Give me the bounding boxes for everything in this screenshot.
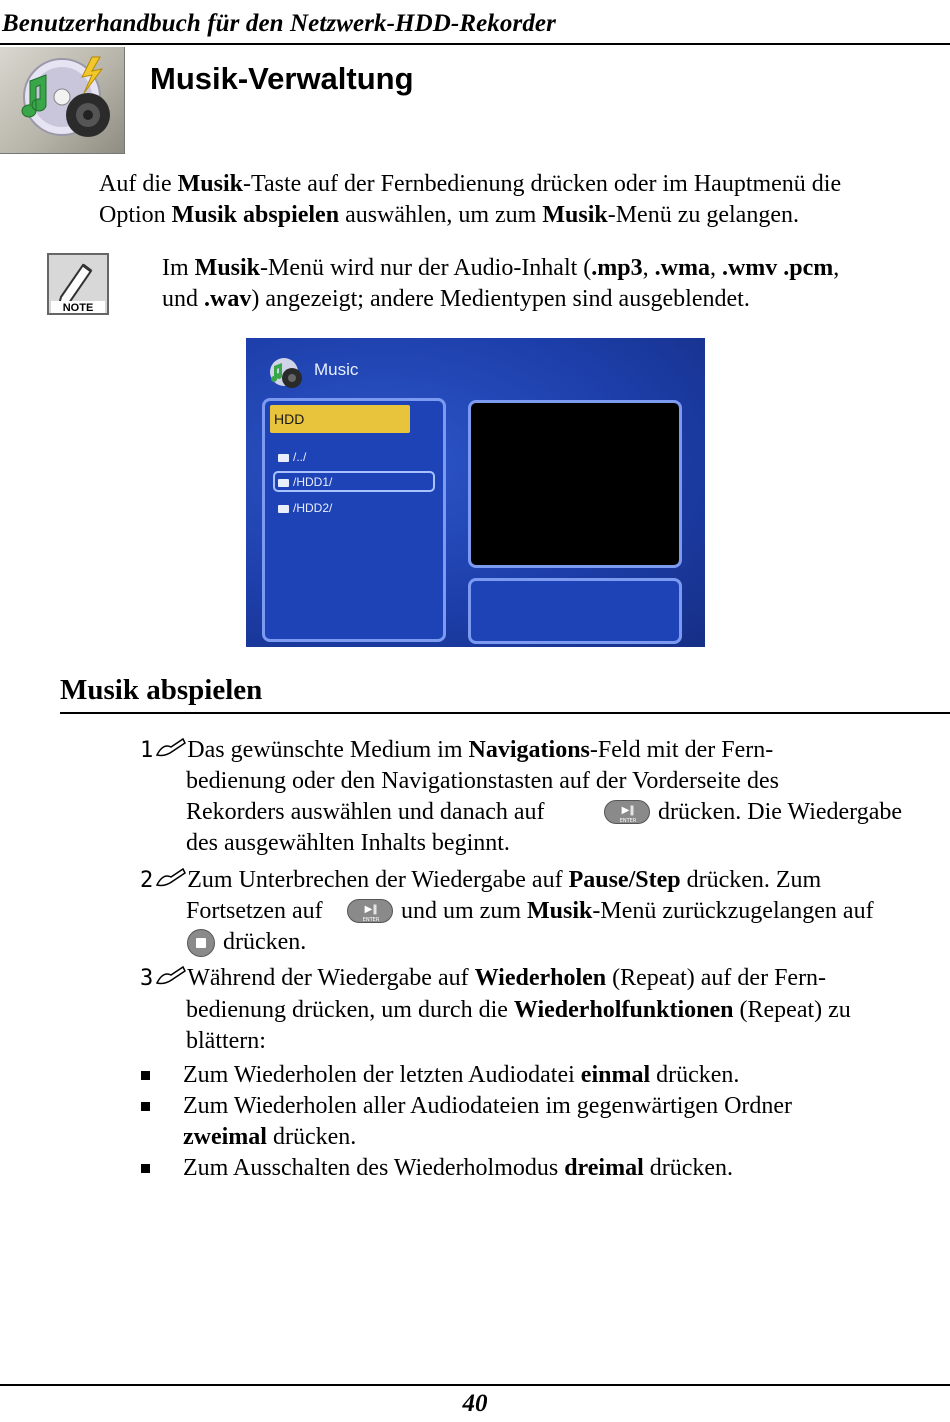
pencil-hand-icon [153, 965, 187, 987]
navigation-panel [262, 398, 446, 642]
intro-line-1: Auf die Musik-Taste auf der Fernbedienung drücken oder im Hauptmenü die [99, 171, 842, 197]
footer-rule [0, 1384, 950, 1386]
header-title: Benutzerhandbuch für den Netzwerk-HDD-Rekorder [2, 10, 556, 37]
step-1-line-3: Rekorders auswählen und danach auf [186, 799, 545, 825]
step-2-line-2b: und um zum Musik-Menü zurückzugelangen auf [401, 898, 874, 924]
section-title: Musik-Verwaltung [150, 61, 414, 96]
bullet-1: Zum Wiederholen der letzten Audiodatei einmal drücken. [183, 1062, 740, 1088]
folder-item[interactable]: /../ [278, 448, 306, 466]
step-1-line-3b: drücken. Die Wiedergabe [658, 799, 903, 825]
stop-button-icon [187, 929, 215, 957]
header-rule [0, 43, 950, 45]
note-line-2: und .wav) angezeigt; andere Medientypen sind ausgeblendet. [162, 286, 750, 312]
step-1-line-4: des ausgewählten Inhalts beginnt. [186, 830, 510, 856]
note-icon-label: NOTE [62, 302, 94, 314]
preview-window [468, 400, 682, 568]
step-2-line-3: drücken. [223, 929, 307, 955]
folder-item[interactable]: /HDD2/ [278, 499, 332, 517]
svg-text:▶‖: ▶‖ [621, 805, 635, 816]
svg-text:ENTER: ENTER [362, 917, 380, 923]
folder-icon [278, 479, 289, 487]
subsection-rule [60, 712, 950, 714]
step-2-line-2a: Fortsetzen auf [186, 898, 323, 924]
bullet-marker [141, 1102, 150, 1111]
info-panel [468, 578, 682, 644]
step-1-line-1: 1 Das gewünschte Medium im Navigations-Feld mit der Fern- [140, 737, 774, 763]
note-icon [47, 253, 109, 315]
note-line-1: Im Musik-Menü wird nur der Audio-Inhalt (.mp3, .wma, .wmv .pcm, [162, 255, 840, 281]
step-3-line-3: blättern: [186, 1028, 266, 1054]
intro-line-2: Option Musik abspielen auswählen, um zum Musik-Menü zu gelangen. [99, 202, 799, 228]
source-hdd-tab[interactable]: HDD [270, 405, 410, 433]
bullet-marker [141, 1164, 150, 1173]
bullet-marker [141, 1071, 150, 1080]
folder-item-selected[interactable]: /HDD1/ [278, 473, 332, 491]
pencil-hand-icon [153, 737, 187, 759]
bullet-2-line-1: Zum Wiederholen aller Audiodateien im gegenwärtigen Ordner [183, 1093, 793, 1119]
step-3-line-2: bedienung drücken, um durch die Wiederholfunktionen (Repeat) zu [186, 997, 851, 1023]
folder-icon [278, 505, 289, 513]
play-enter-button-icon [347, 899, 393, 923]
pencil-hand-icon [153, 867, 187, 889]
step-number: 1 [140, 738, 154, 763]
subsection-title: Musik abspielen [60, 674, 263, 706]
page-number: 40 [462, 1390, 488, 1417]
music-menu-screenshot [246, 338, 705, 647]
play-enter-button-icon [604, 800, 650, 824]
bullet-2-line-2: zweimal drücken. [183, 1124, 357, 1150]
music-cd-speaker-icon [0, 47, 125, 154]
step-2-line-1: 2 Zum Unterbrechen der Wiedergabe auf Pause/Step drücken. Zum [140, 867, 822, 893]
step-1-line-2: bedienung oder den Navigationstasten auf der Vorderseite des [186, 768, 779, 794]
bullet-3: Zum Ausschalten des Wiederholmodus dreimal drücken. [183, 1155, 734, 1181]
music-menu-title: Music [314, 360, 359, 379]
step-number: 3 [140, 966, 154, 991]
svg-text:ENTER: ENTER [619, 818, 637, 824]
svg-text:▶‖: ▶‖ [364, 904, 378, 915]
music-logo-icon [266, 352, 306, 392]
step-3-line-1: 3 Während der Wiedergabe auf Wiederholen (Repeat) auf der Fern- [140, 965, 827, 991]
folder-icon [278, 454, 289, 462]
step-number: 2 [140, 868, 154, 893]
